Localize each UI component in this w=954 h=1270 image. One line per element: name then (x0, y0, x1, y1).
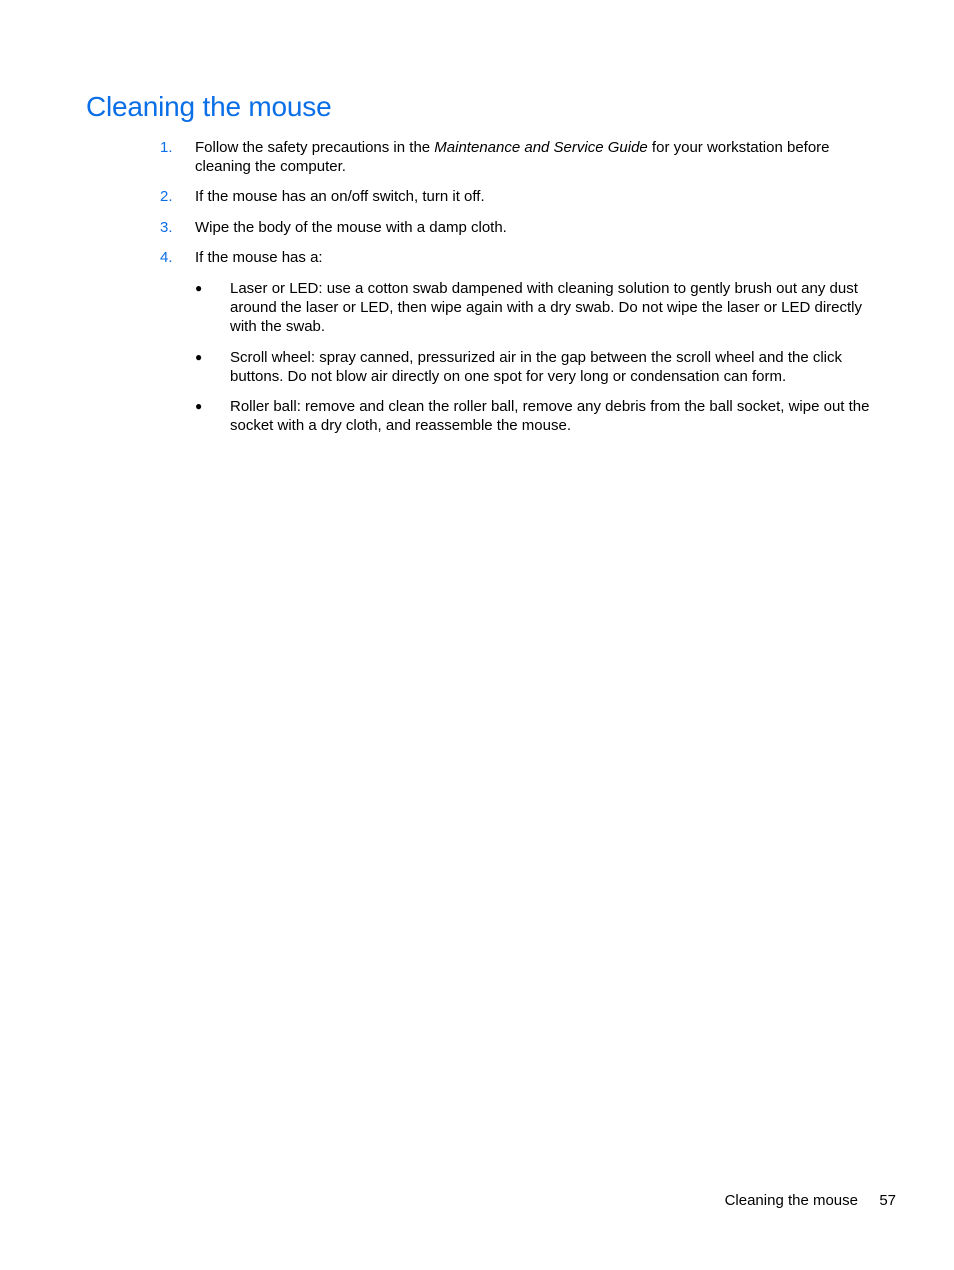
footer-page-number: 57 (879, 1192, 896, 1209)
step-text-before: Follow the safety precautions in the (195, 139, 435, 156)
footer-section-title: Cleaning the mouse (724, 1192, 858, 1209)
bullet-icon: ● (195, 281, 203, 295)
step-number: 4. (160, 249, 173, 266)
step-text: Wipe the body of the mouse with a damp cloth. (195, 219, 507, 236)
step-number: 1. (160, 139, 173, 156)
step-text: If the mouse has an on/off switch, turn it off. (195, 188, 485, 205)
step-text-after: for your workstation before cleaning the computer. (195, 139, 830, 175)
bullet-text: Scroll wheel: spray canned, pressurized air in the gap between the scroll wheel and the click buttons. Do not blow air directly on one spot for very long or condensation can form. (230, 349, 842, 385)
step-number: 3. (160, 219, 173, 236)
step-text: If the mouse has a: (195, 249, 323, 266)
step-number: 2. (160, 188, 173, 205)
step-text (195, 138, 885, 176)
bullet-icon: ● (195, 399, 203, 413)
guide-title: Maintenance and Service Guide (434, 139, 648, 156)
bullet-text: Laser or LED: use a cotton swab dampened with cleaning solution to gently brush out any dust around the laser or LED, then wipe again with a dry swab. Do not wipe the laser or LED directly with the swab. (230, 280, 862, 335)
bullet-text: Roller ball: remove and clean the roller ball, remove any debris from the ball socket, wipe out the socket with a dry cloth, and reassemble the mouse. (230, 398, 870, 434)
page-title: Cleaning the mouse (86, 91, 332, 122)
bullet-icon: ● (195, 350, 203, 364)
